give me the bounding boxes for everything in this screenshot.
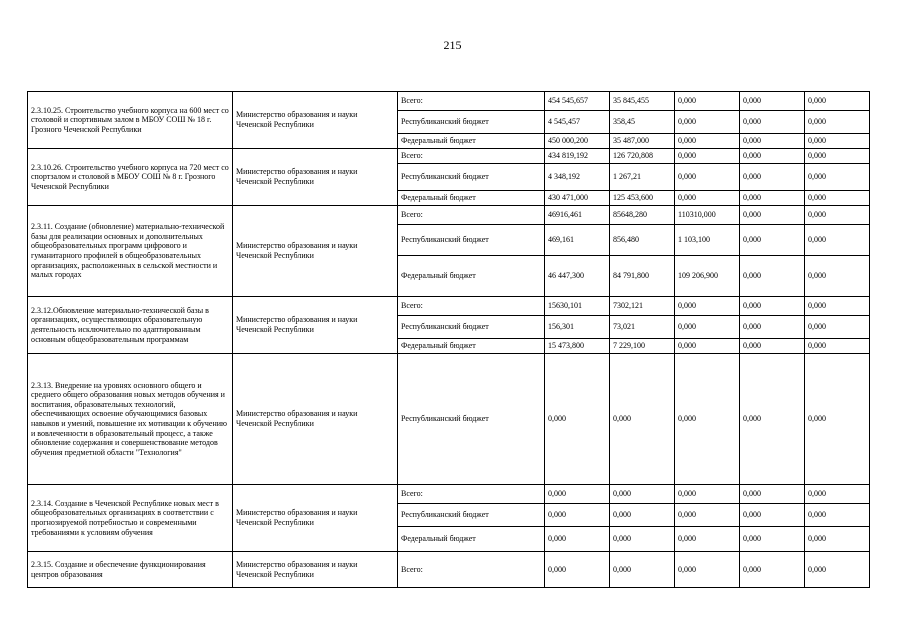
funding-source-cell: Федеральный бюджет [398, 191, 545, 206]
amount-cell-year-2: 73,021 [610, 316, 675, 339]
funding-source-cell: Республиканский бюджет [398, 354, 545, 485]
amount-cell-year-3: 1 103,100 [675, 225, 740, 256]
amount-cell-year-1: 454 545,657 [545, 92, 610, 111]
funding-source-cell: Федеральный бюджет [398, 134, 545, 149]
funding-source-cell: Всего: [398, 297, 545, 316]
amount-cell-year-2: 35 845,455 [610, 92, 675, 111]
amount-cell-year-4: 0,000 [740, 354, 805, 485]
amount-cell-year-4: 0,000 [740, 316, 805, 339]
table-row [28, 206, 870, 225]
amount-cell-year-5: 0,000 [805, 552, 870, 588]
funding-source-cell: Всего: [398, 149, 545, 164]
table-row [28, 92, 870, 111]
amount-cell-year-2: 126 720,808 [610, 149, 675, 164]
amount-cell-year-5: 0,000 [805, 225, 870, 256]
responsible-org-cell: Министерство образования и науки Чеченской Республики [233, 206, 398, 297]
amount-cell-year-3: 0,000 [675, 552, 740, 588]
responsible-org-cell: Министерство образования и науки Чеченской Республики [233, 354, 398, 485]
amount-cell-year-4: 0,000 [740, 339, 805, 354]
amount-cell-year-1: 156,301 [545, 316, 610, 339]
amount-cell-year-5: 0,000 [805, 485, 870, 504]
funding-source-cell: Республиканский бюджет [398, 504, 545, 527]
amount-cell-year-4: 0,000 [740, 164, 805, 191]
amount-cell-year-5: 0,000 [805, 504, 870, 527]
amount-cell-year-5: 0,000 [805, 149, 870, 164]
amount-cell-year-1: 469,161 [545, 225, 610, 256]
amount-cell-year-5: 0,000 [805, 297, 870, 316]
funding-source-cell: Всего: [398, 552, 545, 588]
amount-cell-year-1: 4 348,192 [545, 164, 610, 191]
amount-cell-year-2: 7302,121 [610, 297, 675, 316]
amount-cell-year-4: 0,000 [740, 225, 805, 256]
amount-cell-year-5: 0,000 [805, 164, 870, 191]
amount-cell-year-3: 0,000 [675, 339, 740, 354]
funding-source-cell: Федеральный бюджет [398, 256, 545, 297]
amount-cell-year-4: 0,000 [740, 149, 805, 164]
amount-cell-year-1: 46 447,300 [545, 256, 610, 297]
amount-cell-year-3: 0,000 [675, 485, 740, 504]
amount-cell-year-4: 0,000 [740, 111, 805, 134]
table-row [28, 149, 870, 164]
amount-cell-year-1: 450 000,200 [545, 134, 610, 149]
measure-name-cell: 2.3.13. Внедрение на уровнях основного общего и среднего общего образования новых методов обучения и воспитания, образовательных технологий, обеспечивающих освоение обучающимися базовых навыков и умений, повышение их мотивации к обучению и вовлеченности в образовательный процесс, а также обновление содержания и совершенствование методов обучения предметной области "Технология" [28, 354, 233, 485]
amount-cell-year-3: 109 206,900 [675, 256, 740, 297]
budget-table [27, 91, 870, 588]
amount-cell-year-3: 0,000 [675, 149, 740, 164]
amount-cell-year-2: 1 267,21 [610, 164, 675, 191]
amount-cell-year-1: 434 819,192 [545, 149, 610, 164]
funding-source-cell: Всего: [398, 92, 545, 111]
funding-source-cell: Республиканский бюджет [398, 316, 545, 339]
amount-cell-year-3: 0,000 [675, 316, 740, 339]
amount-cell-year-3: 0,000 [675, 92, 740, 111]
amount-cell-year-3: 0,000 [675, 527, 740, 552]
amount-cell-year-4: 0,000 [740, 256, 805, 297]
amount-cell-year-5: 0,000 [805, 316, 870, 339]
amount-cell-year-3: 0,000 [675, 297, 740, 316]
table-row [28, 552, 870, 588]
amount-cell-year-3: 0,000 [675, 111, 740, 134]
amount-cell-year-1: 46916,461 [545, 206, 610, 225]
amount-cell-year-2: 0,000 [610, 504, 675, 527]
amount-cell-year-4: 0,000 [740, 92, 805, 111]
amount-cell-year-1: 0,000 [545, 354, 610, 485]
funding-source-cell: Федеральный бюджет [398, 339, 545, 354]
amount-cell-year-3: 0,000 [675, 134, 740, 149]
amount-cell-year-2: 84 791,800 [610, 256, 675, 297]
amount-cell-year-2: 0,000 [610, 527, 675, 552]
amount-cell-year-2: 85648,280 [610, 206, 675, 225]
measure-name-cell: 2.3.10.25. Строительство учебного корпуса на 600 мест со столовой и спортивным залом в МБОУ СОШ № 18 г. Грозного Чеченской Республики [28, 92, 233, 149]
table-row [28, 297, 870, 316]
table-row [28, 485, 870, 504]
measure-name-cell: 2.3.10.26. Строительство учебного корпуса на 720 мест со спортзалом и столовой в МБОУ СОШ № 8 г. Грозного Чеченской Республики [28, 149, 233, 206]
amount-cell-year-1: 430 471,000 [545, 191, 610, 206]
amount-cell-year-4: 0,000 [740, 297, 805, 316]
measure-name-cell: 2.3.14. Создание в Чеченской Республике новых мест в общеобразовательных организациях в соответствии с прогнозируемой потребностью и современными требованиями к условиям обучения [28, 485, 233, 552]
responsible-org-cell: Министерство образования и науки Чеченской Республики [233, 92, 398, 149]
amount-cell-year-5: 0,000 [805, 134, 870, 149]
funding-source-cell: Федеральный бюджет [398, 527, 545, 552]
amount-cell-year-4: 0,000 [740, 485, 805, 504]
amount-cell-year-5: 0,000 [805, 206, 870, 225]
amount-cell-year-3: 0,000 [675, 164, 740, 191]
amount-cell-year-1: 15 473,800 [545, 339, 610, 354]
amount-cell-year-2: 856,480 [610, 225, 675, 256]
amount-cell-year-1: 15630,101 [545, 297, 610, 316]
amount-cell-year-2: 125 453,600 [610, 191, 675, 206]
amount-cell-year-5: 0,000 [805, 256, 870, 297]
amount-cell-year-1: 0,000 [545, 527, 610, 552]
amount-cell-year-1: 0,000 [545, 485, 610, 504]
responsible-org-cell: Министерство образования и науки Чеченской Республики [233, 149, 398, 206]
amount-cell-year-1: 0,000 [545, 504, 610, 527]
amount-cell-year-4: 0,000 [740, 527, 805, 552]
amount-cell-year-1: 4 545,457 [545, 111, 610, 134]
responsible-org-cell: Министерство образования и науки Чеченской Республики [233, 552, 398, 588]
amount-cell-year-5: 0,000 [805, 92, 870, 111]
amount-cell-year-2: 0,000 [610, 485, 675, 504]
page-number: 215 [443, 38, 462, 52]
amount-cell-year-4: 0,000 [740, 206, 805, 225]
table-row [28, 354, 870, 485]
funding-source-cell: Всего: [398, 206, 545, 225]
amount-cell-year-5: 0,000 [805, 111, 870, 134]
amount-cell-year-4: 0,000 [740, 191, 805, 206]
amount-cell-year-4: 0,000 [740, 134, 805, 149]
measure-name-cell: 2.3.15. Создание и обеспечение функционирования центров образования [28, 552, 233, 588]
funding-source-cell: Республиканский бюджет [398, 225, 545, 256]
measure-name-cell: 2.3.11. Создание (обновление) материально-технической базы для реализации основных и дополнительных общеобразовательных программ цифрового и гуманитарного профилей в общеобразовательных организациях, расположенных в сельской местности и малых городах [28, 206, 233, 297]
amount-cell-year-3: 0,000 [675, 504, 740, 527]
amount-cell-year-3: 0,000 [675, 191, 740, 206]
funding-source-cell: Республиканский бюджет [398, 164, 545, 191]
amount-cell-year-2: 358,45 [610, 111, 675, 134]
responsible-org-cell: Министерство образования и науки Чеченской Республики [233, 297, 398, 354]
measure-name-cell: 2.3.12.Обновление материально-технической базы в организациях, осуществляющих образовательную деятельность исключительно по адаптированным основным общеобразовательным программам [28, 297, 233, 354]
funding-source-cell: Республиканский бюджет [398, 111, 545, 134]
responsible-org-cell: Министерство образования и науки Чеченской Республики [233, 485, 398, 552]
amount-cell-year-1: 0,000 [545, 552, 610, 588]
amount-cell-year-5: 0,000 [805, 339, 870, 354]
amount-cell-year-2: 7 229,100 [610, 339, 675, 354]
amount-cell-year-2: 35 487,000 [610, 134, 675, 149]
amount-cell-year-5: 0,000 [805, 191, 870, 206]
amount-cell-year-3: 110310,000 [675, 206, 740, 225]
amount-cell-year-3: 0,000 [675, 354, 740, 485]
amount-cell-year-4: 0,000 [740, 504, 805, 527]
amount-cell-year-5: 0,000 [805, 527, 870, 552]
amount-cell-year-2: 0,000 [610, 552, 675, 588]
amount-cell-year-5: 0,000 [805, 354, 870, 485]
funding-source-cell: Всего: [398, 485, 545, 504]
amount-cell-year-4: 0,000 [740, 552, 805, 588]
amount-cell-year-2: 0,000 [610, 354, 675, 485]
